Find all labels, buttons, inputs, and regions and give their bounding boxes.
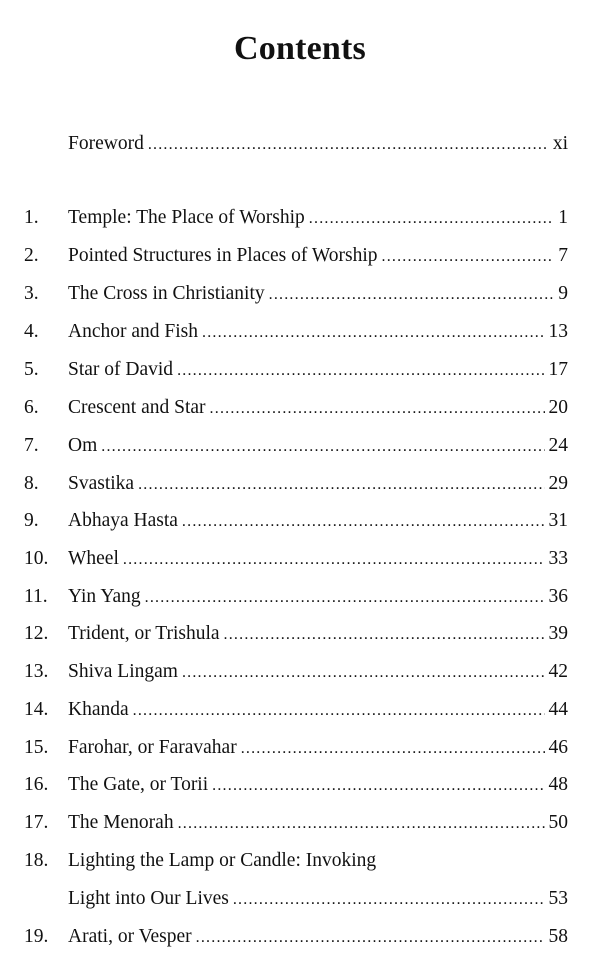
toc-title: Om <box>68 435 98 456</box>
toc-entry <box>68 546 568 573</box>
toc-entry <box>68 621 568 648</box>
toc-title: Trident, or Trishula <box>68 623 220 644</box>
toc-entry <box>68 243 568 270</box>
dot-leader <box>241 736 545 762</box>
dot-leader <box>177 358 544 384</box>
toc-number: 15. <box>24 737 49 758</box>
toc-page-number: 50 <box>548 812 568 833</box>
toc-title: Foreword <box>68 133 144 154</box>
toc-page-number: 17 <box>548 359 568 380</box>
toc-entry <box>68 772 568 799</box>
toc-number: 5. <box>24 359 39 380</box>
toc-page-number: 31 <box>548 510 568 531</box>
toc-page-number: 20 <box>548 397 568 418</box>
toc-entry <box>68 810 568 837</box>
dot-leader <box>123 547 545 573</box>
toc-number: 10. <box>24 548 49 569</box>
toc-number: 1. <box>24 207 39 228</box>
toc-entry <box>68 205 568 232</box>
toc-page-number: 7 <box>558 245 568 266</box>
toc-page-number: 1 <box>558 207 568 228</box>
toc-entry <box>68 584 568 611</box>
toc-item-12[interactable] <box>0 621 600 647</box>
dot-leader <box>182 660 545 686</box>
toc-number: 13. <box>24 661 49 682</box>
page-title: Contents <box>234 30 366 67</box>
toc-page-number: 46 <box>548 737 568 758</box>
toc-entry <box>68 886 568 913</box>
toc-number: 18. <box>24 850 49 871</box>
toc-title: Temple: The Place of Worship <box>68 207 305 228</box>
toc-title: Arati, or Vesper <box>68 926 192 947</box>
toc-number: 7. <box>24 435 39 456</box>
toc-title: The Cross in Christianity <box>68 283 265 304</box>
dot-leader <box>145 585 545 611</box>
toc-page-number: 29 <box>548 473 568 494</box>
toc-title: Pointed Structures in Places of Worship <box>68 245 378 266</box>
dot-leader <box>178 811 545 837</box>
toc-page-number: 9 <box>558 283 568 304</box>
toc-entry <box>68 395 568 422</box>
toc-item-14[interactable] <box>0 697 600 723</box>
toc-entry <box>68 471 568 498</box>
toc-entry <box>68 281 568 308</box>
toc-item-10[interactable] <box>0 546 600 572</box>
toc-number: 19. <box>24 926 49 947</box>
toc-item-17[interactable] <box>0 810 600 836</box>
dot-leader <box>101 434 544 460</box>
toc-number: 11. <box>24 586 48 607</box>
toc-page-number: 33 <box>548 548 568 569</box>
toc-item-15[interactable] <box>0 735 600 761</box>
toc-item-2[interactable] <box>0 243 600 269</box>
dot-leader <box>382 244 555 270</box>
dot-leader <box>224 622 545 648</box>
toc-title: Anchor and Fish <box>68 321 198 342</box>
toc-item-18-continued[interactable] <box>0 886 600 912</box>
dot-leader <box>210 396 545 422</box>
toc-item-1[interactable] <box>0 205 600 231</box>
toc-item-18[interactable] <box>0 848 600 874</box>
toc-title: Light into Our Lives <box>68 888 229 909</box>
toc-title: The Menorah <box>68 812 174 833</box>
toc-item-11[interactable] <box>0 584 600 610</box>
dot-leader <box>196 925 545 951</box>
toc-title: Svastika <box>68 473 135 494</box>
toc-item-16[interactable] <box>0 772 600 798</box>
toc-page-number: xi <box>552 133 568 154</box>
toc-item-7[interactable] <box>0 433 600 459</box>
toc-item-3[interactable] <box>0 281 600 307</box>
dot-leader <box>148 132 549 158</box>
toc-item-19[interactable] <box>0 924 600 950</box>
toc-number: 17. <box>24 812 49 833</box>
dot-leader <box>233 887 545 913</box>
toc-entry <box>68 697 568 724</box>
toc-title: Star of David <box>68 359 174 380</box>
dot-leader <box>212 773 544 799</box>
dot-leader <box>202 320 545 346</box>
toc-title: Abhaya Hasta <box>68 510 178 531</box>
toc-number: 8. <box>24 473 39 494</box>
dot-leader <box>138 472 544 498</box>
dot-leader <box>133 698 545 724</box>
toc-entry <box>68 131 568 158</box>
toc-entry <box>68 319 568 346</box>
toc-number: 12. <box>24 623 49 644</box>
toc-entry <box>68 433 568 460</box>
toc-title: Crescent and Star <box>68 397 206 418</box>
toc-title: Khanda <box>68 699 129 720</box>
toc-page-number: 39 <box>548 623 568 644</box>
dot-leader <box>269 282 555 308</box>
toc-page-number: 42 <box>548 661 568 682</box>
toc-foreword[interactable] <box>0 131 600 157</box>
toc-item-9[interactable] <box>0 508 600 534</box>
toc-entry <box>68 659 568 686</box>
toc-item-8[interactable] <box>0 471 600 497</box>
toc-entry <box>68 924 568 951</box>
toc-page-number: 36 <box>548 586 568 607</box>
toc-item-4[interactable] <box>0 319 600 345</box>
toc-item-6[interactable] <box>0 395 600 421</box>
toc-number: 4. <box>24 321 39 342</box>
toc-title: Yin Yang <box>68 586 141 607</box>
toc-page-number: 48 <box>548 774 568 795</box>
toc-item-5[interactable] <box>0 357 600 383</box>
dot-leader <box>182 509 545 535</box>
toc-title: The Gate, or Torii <box>68 774 209 795</box>
toc-page-number: 58 <box>548 926 568 947</box>
toc-number: 6. <box>24 397 39 418</box>
toc-number: 9. <box>24 510 39 531</box>
toc-number: 16. <box>24 774 49 795</box>
toc-title: Shiva Lingam <box>68 661 178 682</box>
toc-entry <box>68 735 568 762</box>
toc-page-number: 44 <box>548 699 568 720</box>
toc-number: 3. <box>24 283 39 304</box>
toc-title: Farohar, or Faravahar <box>68 737 237 758</box>
toc-title: Wheel <box>68 548 119 569</box>
toc-page-number: 13 <box>548 321 568 342</box>
toc-entry <box>68 357 568 384</box>
toc-number: 2. <box>24 245 39 266</box>
toc-page-number: 24 <box>548 435 568 456</box>
toc-title-line-1: Lighting the Lamp or Candle: Invoking <box>68 850 377 871</box>
toc-entry <box>68 508 568 535</box>
toc-item-13[interactable] <box>0 659 600 685</box>
dot-leader <box>309 206 554 232</box>
toc-page-number: 53 <box>548 888 568 909</box>
toc-number: 14. <box>24 699 49 720</box>
